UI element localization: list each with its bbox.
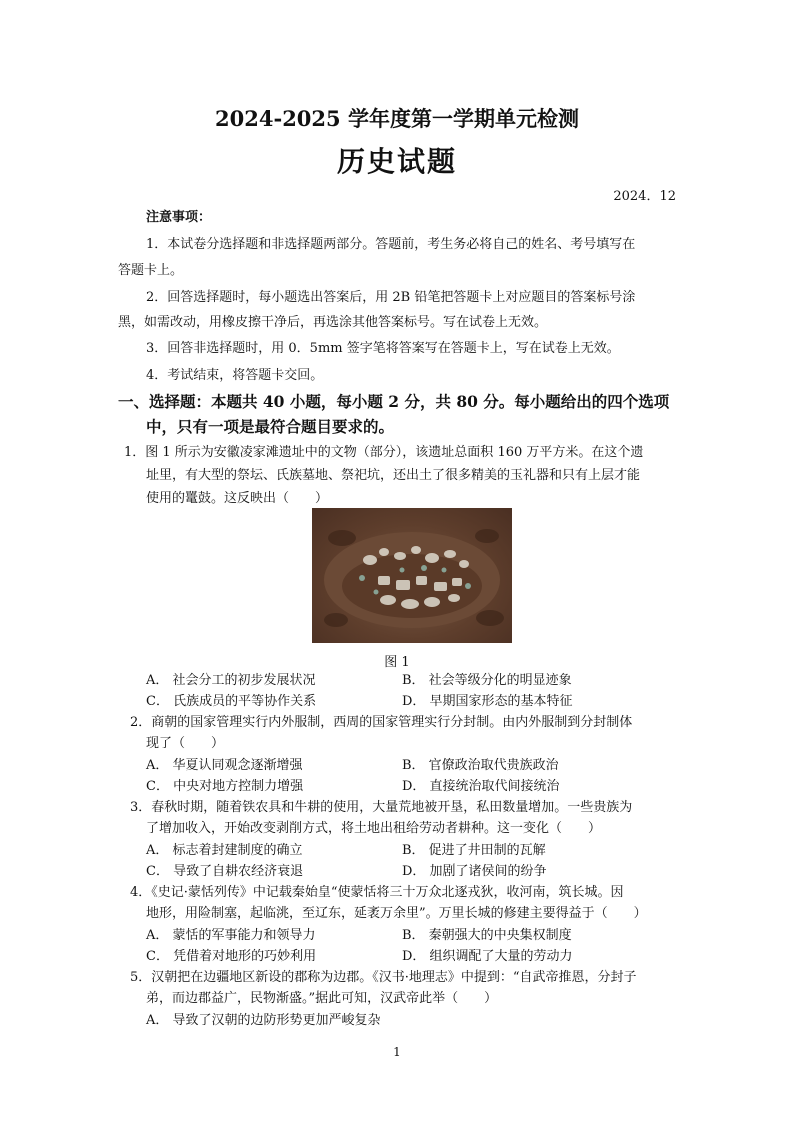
question-3-option-c: C． 导致了自耕农经济衰退: [146, 864, 304, 879]
notice-line: 4．考试结束，将答题卡交回。: [146, 368, 324, 383]
question-3-stem: 了增加收入，开始改变剥削方式，将土地出租给劳动者耕种。这一变化（ ）: [146, 821, 602, 836]
question-3-option-a: A． 标志着封建制度的确立: [146, 843, 303, 858]
notice-line: 2．回答选择题时，每小题选出答案后，用 2B 铅笔把答题卡上对应题目的答案标号涂: [146, 290, 636, 305]
question-4-option-b: B． 秦朝强大的中央集权制度: [402, 928, 572, 943]
notice-line: 1．本试卷分选择题和非选择题两部分。答题前，考生务必将自己的姓名、考号填写在: [146, 237, 636, 252]
question-2-stem: 2．商朝的国家管理实行内外服制，西周的国家管理实行分封制。由内外服制到分封制体: [130, 715, 633, 730]
section-heading: 一、选择题：本题共 40 小题，每小题 2 分，共 80 分。每小题给出的四个选项: [118, 392, 670, 411]
question-4-option-c: C． 凭借着对地形的巧妙利用: [146, 949, 317, 964]
subject-title: 历史试题: [336, 145, 457, 178]
exam-title: 2024-2025 学年度第一学期单元检测: [215, 106, 579, 131]
notice-line: 答题卡上。: [118, 263, 184, 278]
question-3-stem: 3．春秋时期，随着铁农具和牛耕的使用，大量荒地被开垦，私田数量增加。一些贵族为: [130, 800, 633, 815]
question-2-option-c: C． 中央对地方控制力增强: [146, 779, 304, 794]
notice-line: 黑，如需改动，用橡皮擦干净后，再选涂其他答案标号。写在试卷上无效。: [118, 315, 548, 330]
question-5-stem: 5．汉朝把在边疆地区新设的郡称为边郡。《汉书·地理志》中提到：“自武帝推恩，分封子: [130, 970, 637, 985]
artifact-photo: [312, 508, 512, 643]
question-1-option-d: D． 早期国家形态的基本特征: [402, 694, 573, 709]
question-1-option-a: A． 社会分工的初步发展状况: [146, 673, 316, 688]
figure-caption: 图 1: [384, 655, 410, 670]
question-5-stem: 弟，而边郡益广，民物渐盛。”据此可知，汉武帝此举（ ）: [146, 991, 498, 1006]
question-4-stem: 4．《史记·蒙恬列传》中记载秦始皇“使蒙恬将三十万众北逐戎狄，收河南，筑长城。因: [130, 885, 624, 900]
question-4-stem: 地形，用险制塞，起临洮，至辽东，延袤万余里”。万里长城的修建主要得益于（ ）: [146, 906, 647, 921]
question-4-option-d: D． 组织调配了大量的劳动力: [402, 949, 573, 964]
question-3-option-b: B． 促进了井田制的瓦解: [402, 843, 546, 858]
question-1-stem: 址里，有大型的祭坛、氏族墓地、祭祀坑，还出土了很多精美的玉礼器和只有上层才能: [146, 468, 641, 483]
question-1-option-b: B． 社会等级分化的明显迹象: [402, 673, 572, 688]
question-1-stem: 使用的鼍鼓。这反映出（ ）: [146, 491, 329, 506]
question-2-stem: 现了（ ）: [146, 736, 225, 751]
question-2-option-a: A． 华夏认同观念逐渐增强: [146, 758, 303, 773]
notice-heading: 注意事项：: [146, 210, 212, 225]
question-1-option-c: C． 氏族成员的平等协作关系: [146, 694, 317, 709]
question-2-option-d: D． 直接统治取代间接统治: [402, 779, 560, 794]
page-number: 1: [393, 1045, 401, 1059]
exam-date: 2024．12: [613, 189, 676, 204]
question-5-option-a: A． 导致了汉朝的边防形势更加严峻复杂: [146, 1013, 381, 1028]
notice-line: 3．回答非选择题时，用 0．5mm 签字笔将答案写在答题卡上，写在试卷上无效。: [146, 341, 620, 356]
question-2-option-b: B． 官僚政治取代贵族政治: [402, 758, 559, 773]
question-3-option-d: D． 加剧了诸侯间的纷争: [402, 864, 547, 879]
question-1-stem: 1．图 1 所示为安徽凌家滩遗址中的文物（部分），该遗址总面积 160 万平方米。在这个遗: [124, 445, 644, 460]
section-heading-cont: 中，只有一项是最符合题目要求的。: [146, 417, 395, 436]
question-4-option-a: A． 蒙恬的军事能力和领导力: [146, 928, 316, 943]
